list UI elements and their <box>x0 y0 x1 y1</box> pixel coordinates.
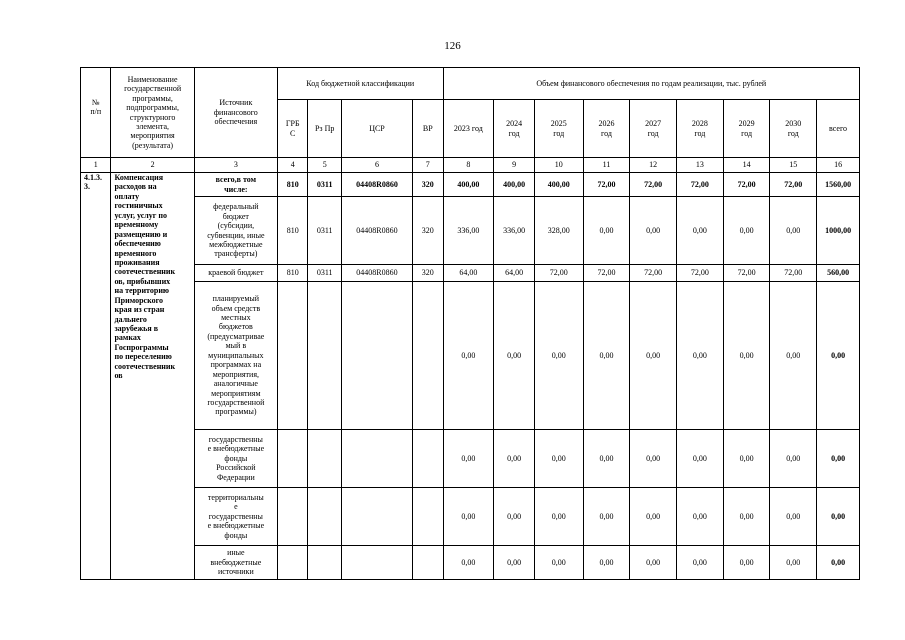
header-year: 2023 год <box>443 100 494 158</box>
value-cell: 0,00 <box>630 282 677 430</box>
page-number: 126 <box>444 40 461 52</box>
col-number: 1 <box>81 158 111 173</box>
value-cell: 72,00 <box>723 265 770 282</box>
value-cell: 72,00 <box>770 173 817 197</box>
value-cell: 0,00 <box>630 488 677 546</box>
header-vr: ВР <box>413 100 443 158</box>
value-cell: 400,00 <box>443 173 494 197</box>
item-name: Компенсация расходов на оплату гостиничных услуг, услуг по временному размещению и обеспечению временного проживания соотечественник ов, прибывших на территорию Приморского края из стран дальнего зарубежья в рамках Госпрограммы по переселению соотечественник ов <box>111 173 194 580</box>
rzpr-cell: 0311 <box>308 265 342 282</box>
table-row <box>81 430 860 488</box>
csr-cell <box>341 488 412 546</box>
vr-cell: 320 <box>413 197 443 265</box>
value-cell: 336,00 <box>443 197 494 265</box>
value-cell: 72,00 <box>534 265 583 282</box>
value-cell: 72,00 <box>630 173 677 197</box>
header-source: Источник финансового обеспечения <box>194 68 277 158</box>
col-number: 11 <box>583 158 630 173</box>
value-cell: 64,00 <box>443 265 494 282</box>
value-cell: 0,00 <box>677 488 724 546</box>
header-year: 2029 год <box>723 100 770 158</box>
value-cell: 72,00 <box>723 173 770 197</box>
col-number: 10 <box>534 158 583 173</box>
col-number: 14 <box>723 158 770 173</box>
vr-cell: 320 <box>413 173 443 197</box>
total-cell: 0,00 <box>817 282 860 430</box>
csr-cell: 04408R0860 <box>341 265 412 282</box>
header-grbs: ГРБ С <box>277 100 307 158</box>
value-cell: 0,00 <box>583 488 630 546</box>
grbs-cell <box>277 488 307 546</box>
source-cell: государственны е внебюджетные фонды Российской Федерации <box>194 430 277 488</box>
value-cell: 0,00 <box>583 282 630 430</box>
header-budget-code: Код бюджетной классификации <box>277 68 443 100</box>
value-cell: 0,00 <box>723 546 770 580</box>
value-cell: 0,00 <box>583 546 630 580</box>
value-cell: 328,00 <box>534 197 583 265</box>
table-row <box>81 265 860 282</box>
total-cell: 0,00 <box>817 430 860 488</box>
rzpr-cell <box>308 488 342 546</box>
value-cell: 0,00 <box>583 197 630 265</box>
source-cell: территориальны е государственны е внебюджетные фонды <box>194 488 277 546</box>
value-cell: 0,00 <box>534 430 583 488</box>
grbs-cell: 810 <box>277 197 307 265</box>
value-cell: 0,00 <box>723 430 770 488</box>
vr-cell <box>413 546 443 580</box>
header-name: Наименование государственной программы, подпрограммы, структурного элемента, мероприятия (результата) <box>111 68 194 158</box>
source-cell: планируемый объем средств местных бюджетов (предусматривае мый в муниципальных программах на мероприятия, аналогичные мероприятиям государственной программы) <box>194 282 277 430</box>
value-cell: 0,00 <box>630 546 677 580</box>
header-total: всего <box>817 100 860 158</box>
col-number: 6 <box>341 158 412 173</box>
value-cell: 72,00 <box>630 265 677 282</box>
col-number: 13 <box>677 158 724 173</box>
value-cell: 400,00 <box>534 173 583 197</box>
value-cell: 0,00 <box>677 282 724 430</box>
total-cell: 1560,00 <box>817 173 860 197</box>
col-number: 15 <box>770 158 817 173</box>
col-number: 9 <box>494 158 535 173</box>
rzpr-cell: 0311 <box>308 173 342 197</box>
grbs-cell <box>277 282 307 430</box>
col-number: 16 <box>817 158 860 173</box>
vr-cell <box>413 282 443 430</box>
value-cell: 0,00 <box>534 488 583 546</box>
header-csr: ЦСР <box>341 100 412 158</box>
value-cell: 72,00 <box>677 265 724 282</box>
col-number: 2 <box>111 158 194 173</box>
value-cell: 0,00 <box>494 282 535 430</box>
vr-cell <box>413 488 443 546</box>
table-row <box>81 546 860 580</box>
table-row <box>81 488 860 546</box>
csr-cell: 04408R0860 <box>341 173 412 197</box>
header-num: № п/п <box>81 68 111 158</box>
total-cell: 0,00 <box>817 488 860 546</box>
header-year: 2025 год <box>534 100 583 158</box>
table-row <box>81 173 860 197</box>
col-number: 4 <box>277 158 307 173</box>
value-cell: 72,00 <box>583 173 630 197</box>
header-year: 2026 год <box>583 100 630 158</box>
col-number: 3 <box>194 158 277 173</box>
value-cell: 72,00 <box>770 265 817 282</box>
column-number-row <box>81 158 860 173</box>
value-cell: 0,00 <box>443 488 494 546</box>
table-row <box>81 282 860 430</box>
col-number: 5 <box>308 158 342 173</box>
value-cell: 0,00 <box>494 430 535 488</box>
value-cell: 0,00 <box>494 488 535 546</box>
value-cell: 0,00 <box>770 546 817 580</box>
value-cell: 0,00 <box>770 430 817 488</box>
value-cell: 72,00 <box>583 265 630 282</box>
value-cell: 0,00 <box>770 197 817 265</box>
item-number: 4.1.3. 3. <box>81 173 111 580</box>
source-cell: иные внебюджетные источники <box>194 546 277 580</box>
value-cell: 72,00 <box>677 173 724 197</box>
rzpr-cell <box>308 282 342 430</box>
value-cell: 0,00 <box>723 488 770 546</box>
col-number: 8 <box>443 158 494 173</box>
value-cell: 0,00 <box>723 197 770 265</box>
grbs-cell: 810 <box>277 265 307 282</box>
source-cell: федеральный бюджет (субсидии, субвенции, иные межбюджетные трансферты) <box>194 197 277 265</box>
value-cell: 0,00 <box>583 430 630 488</box>
source-cell: краевой бюджет <box>194 265 277 282</box>
value-cell: 0,00 <box>630 430 677 488</box>
value-cell: 0,00 <box>677 197 724 265</box>
header-finance: Объем финансового обеспечения по годам реализации, тыс. рублей <box>443 68 860 100</box>
rzpr-cell <box>308 546 342 580</box>
finance-table <box>80 67 860 580</box>
value-cell: 0,00 <box>443 282 494 430</box>
source-cell: всего,в том числе: <box>194 173 277 197</box>
header-year: 2028 год <box>677 100 724 158</box>
rzpr-cell: 0311 <box>308 197 342 265</box>
value-cell: 0,00 <box>677 546 724 580</box>
value-cell: 0,00 <box>630 197 677 265</box>
header-year: 2027 год <box>630 100 677 158</box>
total-cell: 1000,00 <box>817 197 860 265</box>
csr-cell: 04408R0860 <box>341 197 412 265</box>
grbs-cell <box>277 430 307 488</box>
value-cell: 64,00 <box>494 265 535 282</box>
rzpr-cell <box>308 430 342 488</box>
grbs-cell: 810 <box>277 173 307 197</box>
value-cell: 400,00 <box>494 173 535 197</box>
csr-cell <box>341 282 412 430</box>
value-cell: 0,00 <box>494 546 535 580</box>
value-cell: 0,00 <box>770 282 817 430</box>
value-cell: 0,00 <box>770 488 817 546</box>
value-cell: 0,00 <box>443 430 494 488</box>
vr-cell <box>413 430 443 488</box>
table-row <box>81 197 860 265</box>
value-cell: 0,00 <box>534 546 583 580</box>
csr-cell <box>341 546 412 580</box>
value-cell: 0,00 <box>443 546 494 580</box>
value-cell: 336,00 <box>494 197 535 265</box>
value-cell: 0,00 <box>677 430 724 488</box>
grbs-cell <box>277 546 307 580</box>
header-year: 2030 год <box>770 100 817 158</box>
value-cell: 0,00 <box>723 282 770 430</box>
total-cell: 560,00 <box>817 265 860 282</box>
total-cell: 0,00 <box>817 546 860 580</box>
header-rzpr: Рз Пр <box>308 100 342 158</box>
col-number: 7 <box>413 158 443 173</box>
vr-cell: 320 <box>413 265 443 282</box>
header-year: 2024 год <box>494 100 535 158</box>
value-cell: 0,00 <box>534 282 583 430</box>
col-number: 12 <box>630 158 677 173</box>
csr-cell <box>341 430 412 488</box>
